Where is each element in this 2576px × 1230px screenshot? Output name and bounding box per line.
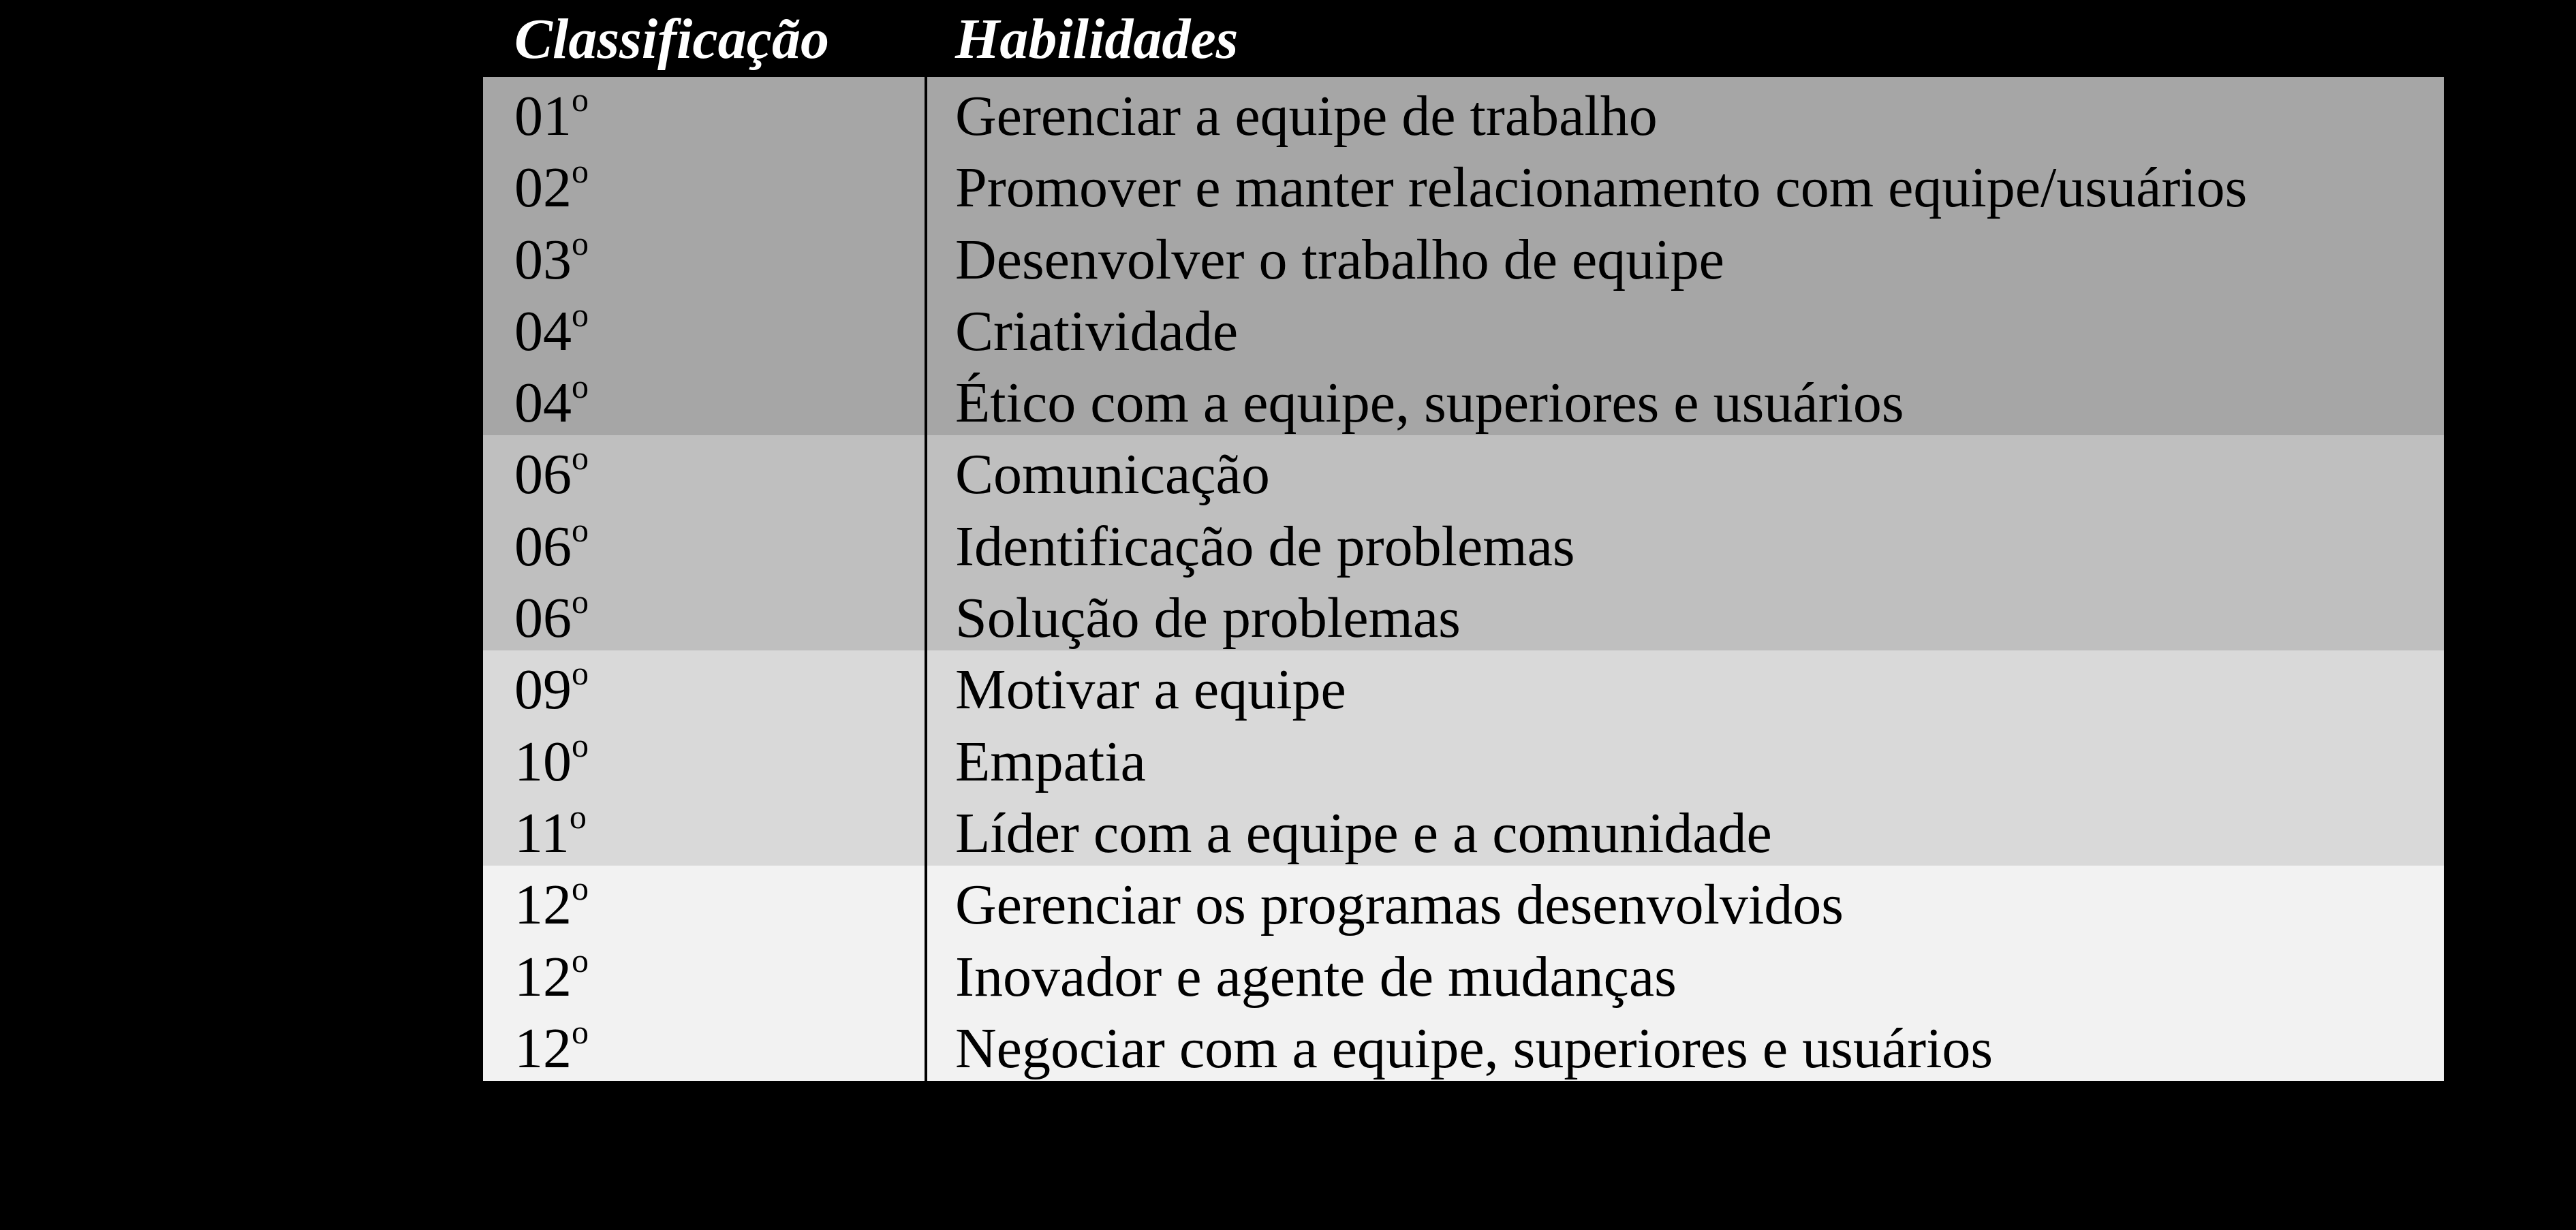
table-row-group [483, 650, 2444, 866]
skills-ranking-table [483, 0, 2444, 1081]
ordinal-indicator: o [569, 797, 587, 836]
table-row [483, 723, 2444, 794]
skill-cell: Motivar a equipe [955, 658, 1346, 722]
rank-cell [514, 221, 589, 299]
rank-number: 06 [514, 586, 572, 650]
skill-cell: Identificação de problemas [955, 514, 1575, 578]
rank-cell [514, 723, 589, 801]
rank-cell [514, 292, 589, 370]
table-row [483, 77, 2444, 148]
header-skill: Habilidades [955, 7, 1239, 71]
rank-cell [514, 364, 589, 442]
rank-number: 01 [514, 84, 572, 148]
table-row-group [483, 435, 2444, 650]
skill-cell: Empatia [955, 729, 1146, 793]
skill-cell: Gerenciar os programas desenvolvidos [955, 873, 1844, 937]
rank-number: 03 [514, 227, 572, 291]
rank-number: 02 [514, 156, 572, 220]
table-row [483, 507, 2444, 579]
table-row [483, 579, 2444, 650]
rank-number: 11 [514, 801, 570, 865]
table-header [483, 0, 2444, 77]
ordinal-indicator: o [572, 295, 589, 334]
table-row-group [483, 77, 2444, 435]
column-divider [925, 77, 927, 1084]
rank-number: 12 [514, 945, 572, 1009]
table-row-group [483, 866, 2444, 1081]
ordinal-indicator: o [572, 439, 589, 477]
rank-cell [514, 650, 589, 729]
rank-number: 04 [514, 299, 572, 363]
rank-cell [514, 507, 589, 586]
ordinal-indicator: o [572, 941, 589, 979]
table-row [483, 292, 2444, 364]
table-row [483, 148, 2444, 220]
rank-number: 12 [514, 873, 572, 937]
rank-number: 06 [514, 443, 572, 507]
rank-cell [514, 148, 589, 227]
ordinal-indicator: o [572, 654, 589, 693]
skill-cell: Ético com a equipe, superiores e usuários [955, 371, 1904, 435]
skill-cell: Inovador e agente de mudanças [955, 945, 1677, 1009]
skill-cell: Líder com a equipe e a comunidade [955, 801, 1772, 865]
rank-number: 10 [514, 729, 572, 793]
table-row [483, 1009, 2444, 1081]
rank-cell [514, 77, 589, 155]
table-row [483, 435, 2444, 507]
header-rank: Classificação [514, 7, 829, 71]
rank-cell [514, 866, 589, 944]
ordinal-indicator: o [572, 223, 589, 262]
ordinal-indicator: o [572, 80, 589, 119]
rank-cell [514, 435, 589, 514]
rank-cell [514, 1009, 589, 1088]
rank-number: 04 [514, 371, 572, 435]
skill-cell: Negociar com a equipe, superiores e usuários [955, 1016, 1993, 1080]
skill-cell: Gerenciar a equipe de trabalho [955, 84, 1658, 148]
skill-cell: Desenvolver o trabalho de equipe [955, 227, 1724, 291]
skill-cell: Promover e manter relacionamento com equipe/usuários [955, 156, 2248, 220]
rank-number: 06 [514, 514, 572, 578]
table-body [483, 77, 2444, 1081]
table-row [483, 866, 2444, 937]
table-row [483, 938, 2444, 1009]
skill-cell: Criatividade [955, 299, 1239, 363]
ordinal-indicator: o [572, 582, 589, 621]
ordinal-indicator: o [572, 1012, 589, 1051]
rank-number: 09 [514, 658, 572, 722]
rank-cell [514, 579, 589, 657]
table-row [483, 650, 2444, 722]
skill-cell: Solução de problemas [955, 586, 1461, 650]
ordinal-indicator: o [572, 510, 589, 549]
ordinal-indicator: o [572, 367, 589, 406]
ordinal-indicator: o [572, 869, 589, 908]
ordinal-indicator: o [572, 725, 589, 764]
rank-cell [514, 794, 587, 872]
rank-number: 12 [514, 1016, 572, 1080]
rank-cell [514, 938, 589, 1016]
ordinal-indicator: o [572, 152, 589, 191]
skill-cell: Comunicação [955, 443, 1270, 507]
table-row [483, 364, 2444, 435]
table-row [483, 221, 2444, 292]
table-row [483, 794, 2444, 866]
